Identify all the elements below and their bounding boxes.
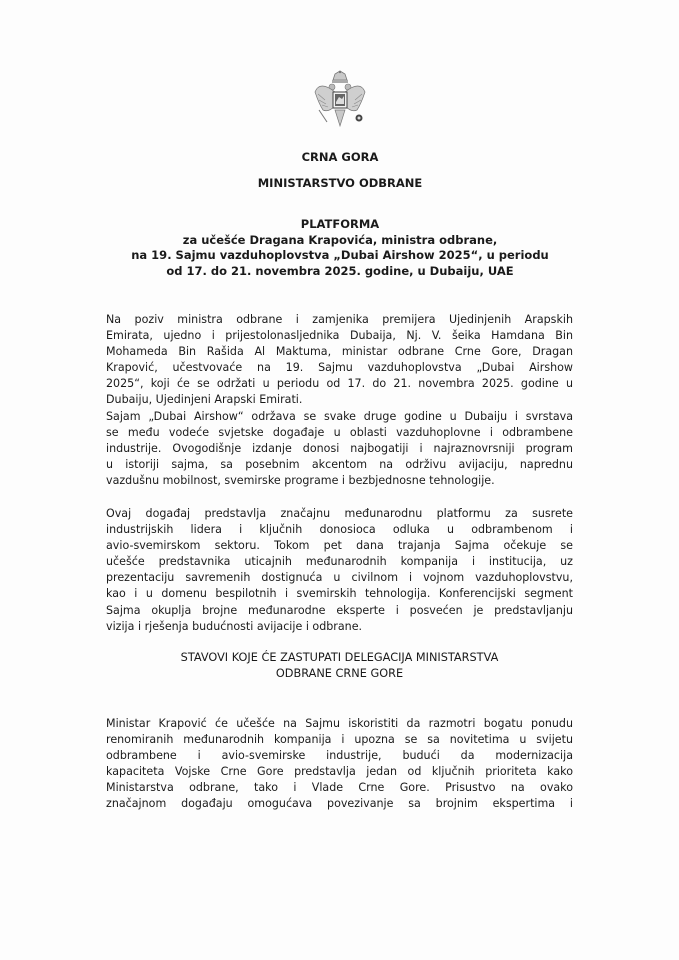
text-line: Sajma okuplja brojne međunarodne eksperte i posvećen je predstavljanju [106,603,573,617]
text-line: kapaciteta Vojske Crne Gore predstavlja jedan od ključnih prioriteta kako [106,765,573,779]
text-line: Na poziv ministra odbrane i zamjenika premijera Ujedinjenih Arapskih [106,313,573,326]
text-line: značajnom događaju omogućava povezivanje sa brojnim ekspertima i [106,797,573,811]
text-line: Ministar Krapović će učešće na Sajmu iskoristiti da razmotri bogatu ponudu [106,717,573,730]
text-line: učešće predstavnika uticajnih međunarodnih kompanija i institucija, uz [106,555,573,569]
paragraph-positions [106,716,573,813]
text-line: industrijskih lidera i ključnih donosioca odluka u odbrambenom i [106,523,573,537]
coat-of-arms-icon [313,70,367,136]
title-heading: PLATFORMA [300,217,380,231]
title-line: za učešće Dragana Krapovića, ministra odbrane, [182,232,498,247]
title-line: na 19. Sajmu vazduhoplovstva „Dubai Airshow 2025“, u periodu [131,248,549,263]
text-line: prezentaciju savremenih dostignuća u civilnom i vojnom vazduhoplovstvu, [106,571,573,585]
country-name: CRNA GORA [301,150,379,164]
section-title [106,650,573,681]
text-line: renomiranih međunarodnih kompanija i upozna se sa novitetima u svijetu [106,733,573,747]
text-line: se među vodeće svjetske događaje u oblasti vazduhoplovne i odbrambene [106,426,573,440]
text-line: Mohameda Bin Rašida Al Maktuma, ministar odbrane Crne Gore, Dragan [106,345,573,359]
section-title-line: STAVOVI KOJE ĆE ZASTUPATI DELEGACIJA MINISTARSTVA [180,651,499,664]
text-line: kao i u domenu bespilotnih i svemirskih tehnologija. Konferencijski segment [106,587,573,601]
title-line: od 17. do 21. novembra 2025. godine, u Dubaiju, UAE [166,263,514,278]
paragraph-event [106,506,573,635]
text-line: u istoriji sajma, sa posebnim akcentom na održivu avijaciju, naprednu [106,458,573,472]
text-line: 2025“, koji će se održati u periodu od 17. do 21. novembra 2025. godine u [106,377,573,391]
paragraph-airshow [106,409,573,489]
text-line: Dubaiju, Ujedinjeni Arapski Emirati. [106,393,303,407]
text-line: industrije. Ovogodišnje izdanje donosi najbogatiji i najraznovrsniji program [106,442,573,456]
text-line: vizija i rješenja budućnosti avijacije i odbrane. [106,619,363,633]
text-line: odbrambene i avio-svemirske industrije, budući da modernizacija [106,749,573,763]
text-line: Ovaj događaj predstavlja značajnu međunarodnu platformu za susrete [106,507,573,520]
ministry-name: MINISTARSTVO ODBRANE [257,176,423,190]
text-line: Sajam „Dubai Airshow“ održava se svake druge godine u Dubaiju i svrstava [106,410,573,423]
paragraph-invitation [106,312,573,409]
text-line: avio-svemirskom sektoru. Tokom pet dana trajanja Sajma očekuje se [106,539,573,553]
text-line: vazdušnu mobilnost, svemirske programe i bezbjednosne tehnologije. [106,474,495,488]
text-line: Krapović, učestvovaće na 19. Sajmu vazduhoplovstva „Dubai Airshow [106,361,573,375]
text-line: Emirata, ujedno i prijestolonasljednika Dubaija, Nj. V. šeika Hamdana Bin [106,329,573,343]
section-title-line: ODBRANE CRNE GORE [275,666,404,680]
text-line: Ministarstva odbrane, tako i Vlade Crne Gore. Prisustvo na ovako [106,781,573,795]
document-title [90,217,590,279]
